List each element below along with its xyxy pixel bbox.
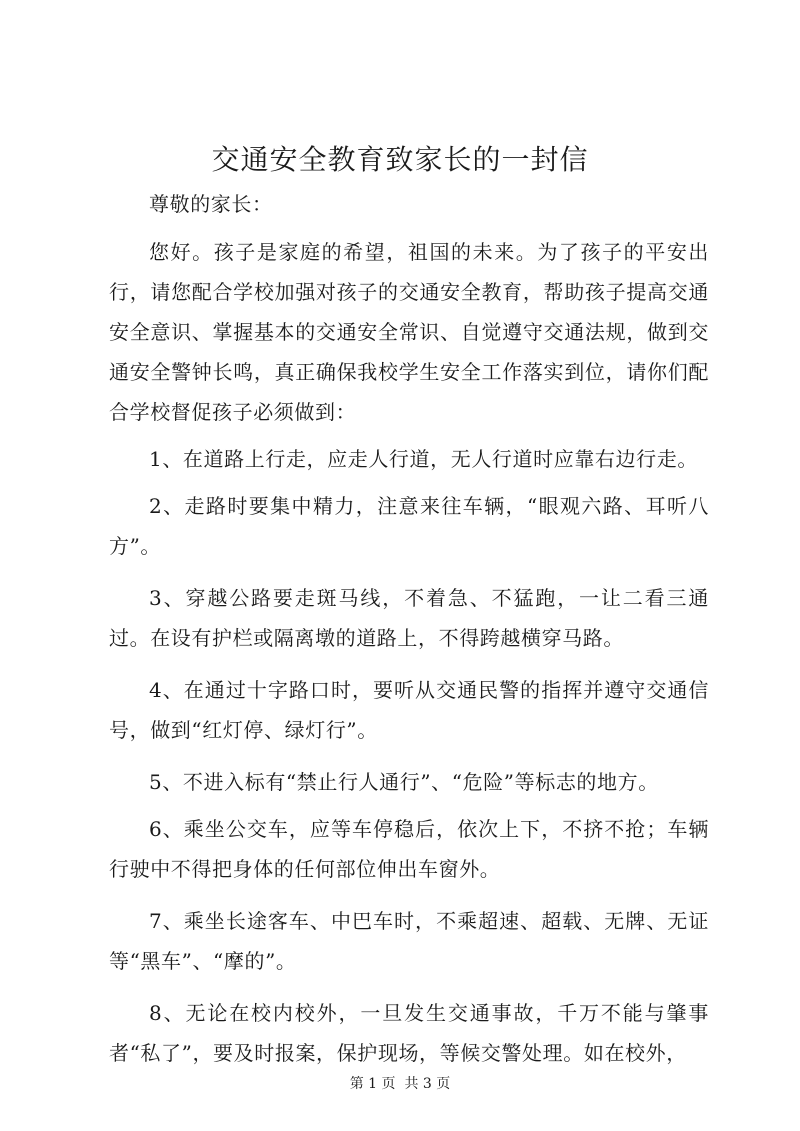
paragraph-item-3: 3、穿越公路要走斑马线，不着急、不猛跑，一让二看三通过。在设有护栏或隔离墩的道路上，不得跨越横穿马路。	[109, 586, 709, 650]
paragraph-item-4: 4、在通过十字路口时，要听从交通民警的指挥并遵守交通信号，做到“红灯停、绿灯行”。	[109, 678, 709, 742]
paragraph-item-1: 1、在道路上行走，应走人行道，无人行道时应靠右边行走。	[149, 447, 698, 471]
letter-greeting: 尊敬的家长：	[149, 192, 273, 216]
paragraph-item-5: 5、不进入标有“禁止行人通行”、“危险”等标志的地方。	[149, 770, 659, 794]
letter-body	[109, 184, 709, 1073]
document-title: 交通安全教育致家长的一封信	[211, 143, 589, 176]
paragraph-item-7: 7、乘坐长途客车、中巴车时，不乘超速、超载、无牌、无证等“黑车”、“摩的”。	[109, 909, 709, 973]
paragraph-item-2: 2、走路时要集中精力，注意来往车辆，“眼观六路、耳听八方”。	[109, 494, 709, 558]
paragraph-item-8: 8、无论在校内校外，一旦发生交通事故，千万不能与肇事者“私了”，要及时报案，保护现场，等候交警处理。如在校外，	[109, 1001, 709, 1065]
page-footer	[0, 1074, 800, 1094]
page-number-label: 第 1 页 共 3 页	[349, 1076, 451, 1092]
paragraph-item-6: 6、乘坐公交车，应等车停稳后，依次上下，不挤不抢；车辆行驶中不得把身体的任何部位伸出车窗外。	[109, 817, 709, 881]
paragraph-intro: 您好。孩子是家庭的希望，祖国的未来。为了孩子的平安出行，请您配合学校加强对孩子的交通安全教育，帮助孩子提高交通安全意识、掌握基本的交通安全常识、自觉遵守交通法规，做到交通安全警钟长鸣，真正确保我校学生安全工作落实到位，请你们配合学校督促孩子必须做到：	[109, 240, 709, 424]
